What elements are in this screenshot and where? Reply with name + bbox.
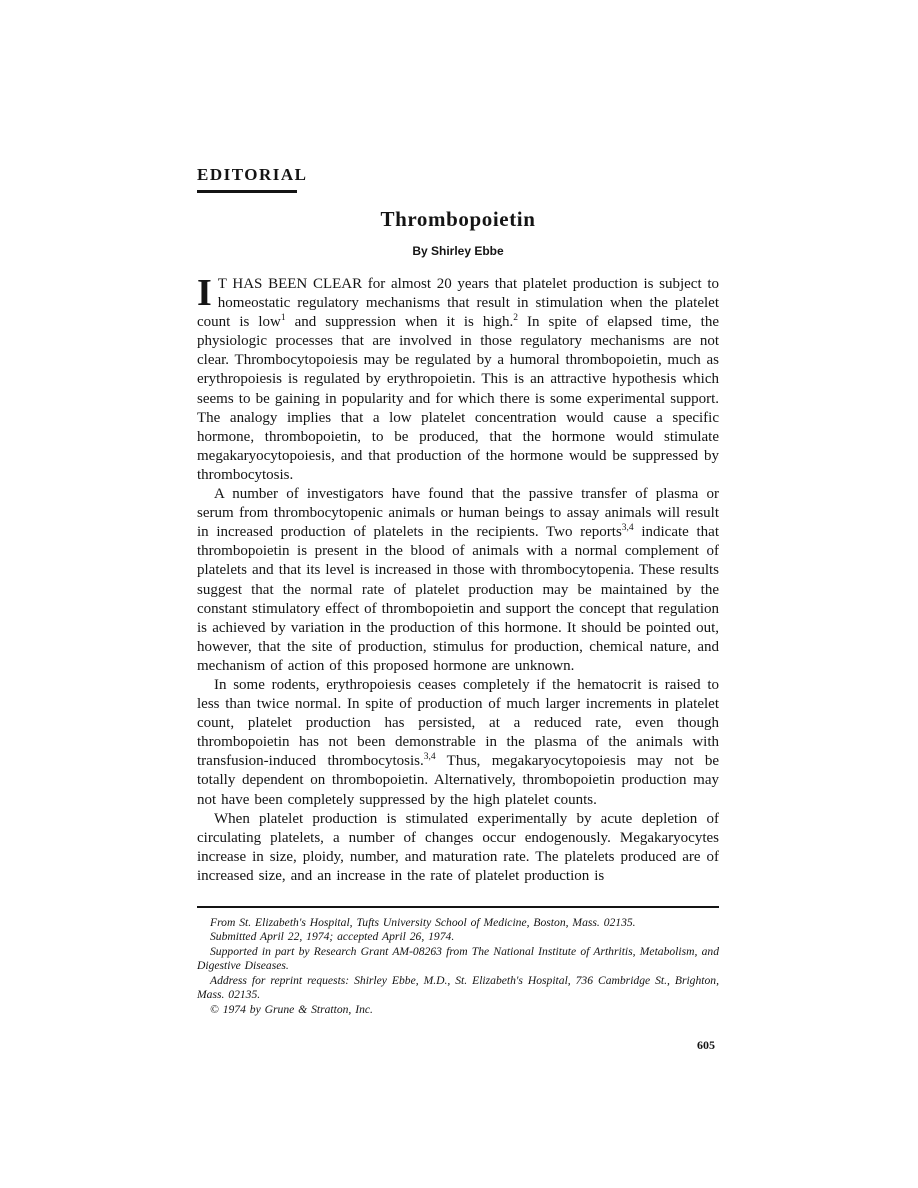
footnote-line: From St. Elizabeth's Hospital, Tufts University School of Medicine, Boston, Mass. 02135. xyxy=(210,915,636,929)
footer-block xyxy=(197,906,719,1018)
footnote-line: Supported in part by Research Grant AM-08263 from The National Institute of Arthritis, Metabolism, and Digestive Diseases. xyxy=(197,944,719,973)
article-title: Thrombopoietin xyxy=(380,207,536,231)
drop-cap: I xyxy=(197,272,212,314)
page-number: 605 xyxy=(697,1038,715,1052)
footnote-rule xyxy=(197,906,719,908)
reference-superscript: 3,4 xyxy=(621,523,634,534)
footnotes xyxy=(197,916,719,1018)
footnote-line: Submitted April 22, 1974; accepted April 26, 1974. xyxy=(210,930,455,944)
section-rule xyxy=(197,190,297,193)
article-body xyxy=(197,272,719,886)
reference-superscript: 1 xyxy=(280,313,286,324)
footnote-line: Address for reprint requests: Shirley Ebbe, M.D., St. Elizabeth's Hospital, 736 Cambridge St., Brighton, Mass. 02135. xyxy=(197,973,719,1002)
reference-superscript: 3,4 xyxy=(423,752,436,763)
section-label: EDITORIAL xyxy=(197,165,308,184)
body-paragraph: When platelet production is stimulated experimentally by acute depletion of circulating platelets, a number of changes occur endogenously. Megakaryocytes increase in size, ploidy, number, and maturation rate. The platelets produced are of increased size, and an increase in the rate of platelet production is xyxy=(197,810,719,884)
byline: By Shirley Ebbe xyxy=(412,244,504,258)
footnote-line: © 1974 by Grune & Stratton, Inc. xyxy=(210,1003,373,1017)
body-paragraph: A number of investigators have found that the passive transfer of plasma or serum from thrombocytopenic animals or human beings to assay animals will result in increased production of platelets in the recipients. Two reports$^{3,4}$ indicate that thrombopoietin is present in the blood of animals with a normal complement of platelets and that its level is increased in those with thrombocytopenia. These results suggest that the normal rate of platelet production may be maintained by the constant stimulatory effect of thrombopoietin and support the concept that regulation is achieved by variation in the production of this hormone. It should be pointed out, however, that the site of production, stimulus for production, chemical nature, and mechanism of action of this proposed hormone are unknown. xyxy=(197,486,719,674)
page-content xyxy=(197,166,719,886)
reference-superscript: 2 xyxy=(513,313,519,324)
body-paragraph: In some rodents, erythropoiesis ceases completely if the hematocrit is raised to less than twice normal. In spite of production of much larger increments in platelet count, platelet production has persisted, at a reduced rate, even though thrombopoietin has not been demonstrable in the plasma of the animals with transfusion-induced thrombocytosis.$^{3,4}$ Thus, megakaryocytopoiesis may not be totally dependent on thrombopoietin. Alternatively, thrombopoietin production may not have been completely suppressed by the high platelet counts. xyxy=(197,676,719,808)
body-paragraph: I T HAS BEEN CLEAR for almost 20 years that platelet production is subject to homeostatic regulatory mechanisms that result in stimulation when the platelet count is low$^1$ and suppression when it is high.$^2$ In spite of elapsed time, the physiologic processes that are involved in those regulatory mechanisms are not clear. Thrombocytopoiesis may be regulated by a humoral thrombopoietin, much as erythropoiesis is regulated by erythropoietin. This is an attractive hypothesis which seems to be gaining in popularity and for which there is some experimental support. The analogy implies that a low platelet concentration would cause a specific hormone, thrombopoietin, to be produced, that the hormone would stimulate megakaryocytopoiesis, and that production of the hormone would be suppressed by thrombocytosis. xyxy=(197,272,719,483)
